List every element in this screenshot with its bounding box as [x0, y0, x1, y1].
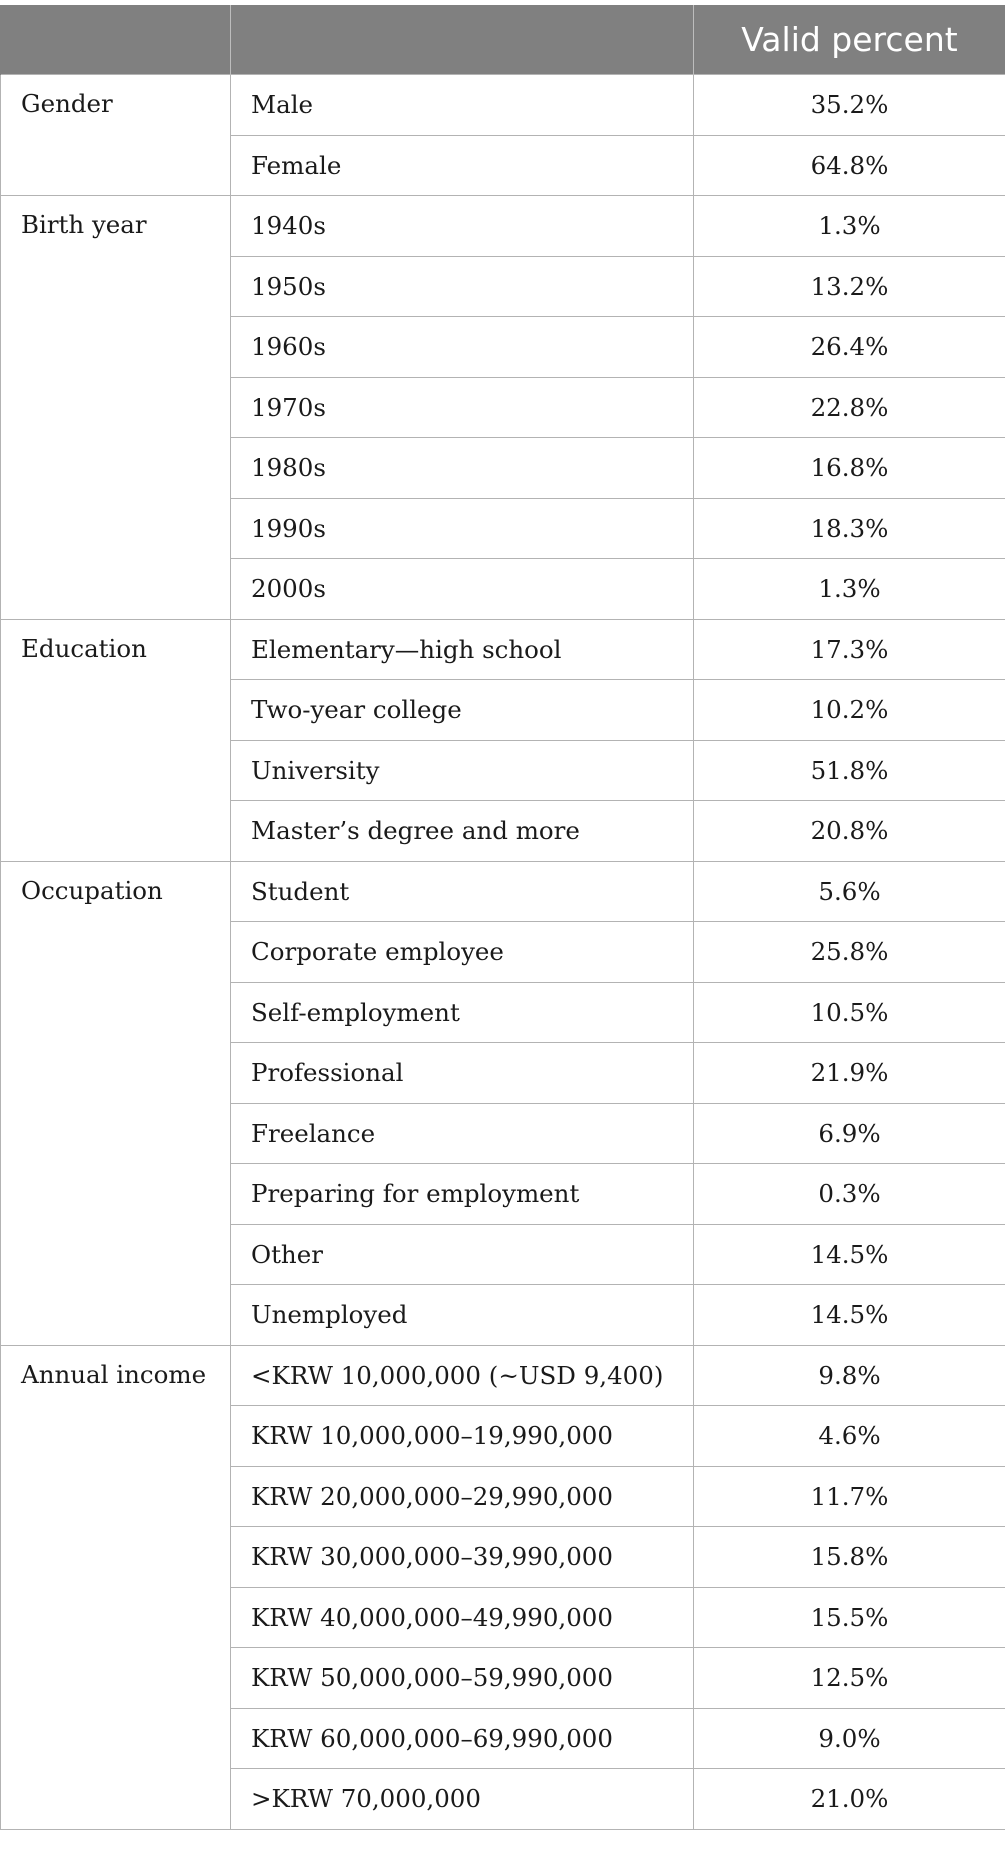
- category-cell: KRW 40,000,000–49,990,000: [231, 1587, 694, 1648]
- group-label: Education: [1, 619, 231, 861]
- valid-percent-cell: 21.0%: [694, 1769, 1005, 1830]
- header-row: [1, 5, 1005, 75]
- table-header: [1, 5, 1005, 75]
- category-cell: >KRW 70,000,000: [231, 1769, 694, 1830]
- category-cell: 1940s: [231, 196, 694, 257]
- demographics-table-container: [0, 5, 1005, 1830]
- category-cell: Preparing for employment: [231, 1164, 694, 1225]
- valid-percent-cell: 1.3%: [694, 196, 1005, 257]
- valid-percent-cell: 10.5%: [694, 982, 1005, 1043]
- category-cell: Professional: [231, 1043, 694, 1104]
- valid-percent-cell: 6.9%: [694, 1103, 1005, 1164]
- category-cell: KRW 20,000,000–29,990,000: [231, 1466, 694, 1527]
- group-label: Occupation: [1, 861, 231, 1345]
- valid-percent-cell: 22.8%: [694, 377, 1005, 438]
- demographics-table: [0, 5, 1005, 1830]
- valid-percent-cell: 25.8%: [694, 922, 1005, 983]
- valid-percent-cell: 10.2%: [694, 680, 1005, 741]
- valid-percent-cell: 0.3%: [694, 1164, 1005, 1225]
- valid-percent-cell: 12.5%: [694, 1648, 1005, 1709]
- category-cell: Female: [231, 135, 694, 196]
- valid-percent-cell: 35.2%: [694, 75, 1005, 136]
- valid-percent-cell: 16.8%: [694, 438, 1005, 499]
- valid-percent-cell: 20.8%: [694, 801, 1005, 862]
- category-cell: Two-year college: [231, 680, 694, 741]
- valid-percent-cell: 5.6%: [694, 861, 1005, 922]
- valid-percent-cell: 64.8%: [694, 135, 1005, 196]
- valid-percent-cell: 51.8%: [694, 740, 1005, 801]
- category-cell: Master’s degree and more: [231, 801, 694, 862]
- group-label: Birth year: [1, 196, 231, 620]
- category-cell: 1990s: [231, 498, 694, 559]
- category-cell: Student: [231, 861, 694, 922]
- category-cell: KRW 30,000,000–39,990,000: [231, 1527, 694, 1588]
- header-category-column: [231, 5, 694, 75]
- valid-percent-cell: 15.8%: [694, 1527, 1005, 1588]
- valid-percent-cell: 9.0%: [694, 1708, 1005, 1769]
- category-cell: <KRW 10,000,000 (~USD 9,400): [231, 1345, 694, 1406]
- table-row: [1, 196, 1005, 257]
- valid-percent-cell: 18.3%: [694, 498, 1005, 559]
- valid-percent-cell: 4.6%: [694, 1406, 1005, 1467]
- category-cell: 1980s: [231, 438, 694, 499]
- valid-percent-cell: 15.5%: [694, 1587, 1005, 1648]
- header-valid-percent: Valid percent: [694, 5, 1005, 75]
- group-label: Gender: [1, 75, 231, 196]
- category-cell: 1950s: [231, 256, 694, 317]
- valid-percent-cell: 14.5%: [694, 1285, 1005, 1346]
- category-cell: Elementary—high school: [231, 619, 694, 680]
- valid-percent-cell: 9.8%: [694, 1345, 1005, 1406]
- group-label: Annual income: [1, 1345, 231, 1829]
- table-row: [1, 619, 1005, 680]
- category-cell: 1960s: [231, 317, 694, 378]
- valid-percent-cell: 11.7%: [694, 1466, 1005, 1527]
- category-cell: University: [231, 740, 694, 801]
- table-body: [1, 75, 1005, 1830]
- valid-percent-cell: 26.4%: [694, 317, 1005, 378]
- valid-percent-cell: 14.5%: [694, 1224, 1005, 1285]
- category-cell: KRW 50,000,000–59,990,000: [231, 1648, 694, 1709]
- table-row: [1, 861, 1005, 922]
- category-cell: 2000s: [231, 559, 694, 620]
- valid-percent-cell: 13.2%: [694, 256, 1005, 317]
- category-cell: Freelance: [231, 1103, 694, 1164]
- valid-percent-cell: 1.3%: [694, 559, 1005, 620]
- valid-percent-cell: 17.3%: [694, 619, 1005, 680]
- category-cell: KRW 60,000,000–69,990,000: [231, 1708, 694, 1769]
- category-cell: 1970s: [231, 377, 694, 438]
- valid-percent-cell: 21.9%: [694, 1043, 1005, 1104]
- category-cell: Self-employment: [231, 982, 694, 1043]
- table-row: [1, 1345, 1005, 1406]
- category-cell: Unemployed: [231, 1285, 694, 1346]
- category-cell: Male: [231, 75, 694, 136]
- table-row: [1, 75, 1005, 136]
- category-cell: KRW 10,000,000–19,990,000: [231, 1406, 694, 1467]
- header-group-column: [1, 5, 231, 75]
- category-cell: Corporate employee: [231, 922, 694, 983]
- category-cell: Other: [231, 1224, 694, 1285]
